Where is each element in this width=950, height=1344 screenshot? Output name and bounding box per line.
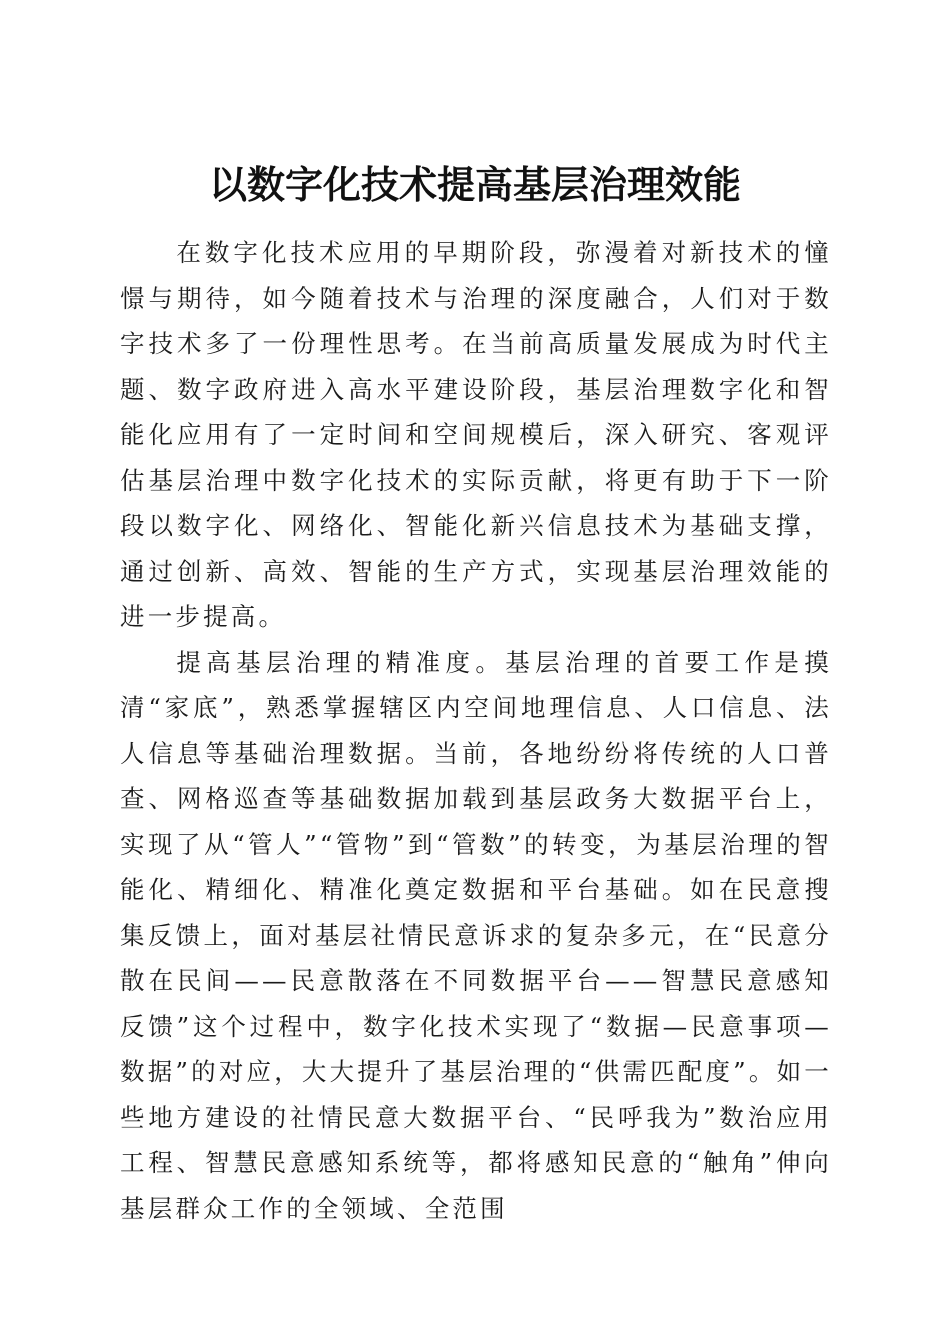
paragraph-precision: 提高基层治理的精准度。基层治理的首要工作是摸清“家底”，熟悉掌握辖区内空间地理信息、人口信息、法人信息等基础治理数据。当前，各地纷纷将传统的人口普查、网格巡查等基础数据加载到基层政务大数据平台上，实现了从“管人”“管物”到“管数”的转变，为基层治理的智能化、精细化、精准化奠定数据和平台基础。如在民意搜集反馈上，面对基层社情民意诉求的复杂多元，在“民意分散在民间——民意散落在不同数据平台——智慧民意感知反馈”这个过程中，数字化技术实现了“数据—民意事项—数据”的对应，大大提升了基层治理的“供需匹配度”。如一些地方建设的社情民意大数据平台、“民呼我为”数治应用工程、智慧民意感知系统等，都将感知民意的“触角”伸向基层群众工作的全领域、全范围 <box>120 647 832 1223</box>
article-body <box>120 230 832 1231</box>
page-title: 以数字化技术提高基层治理效能 <box>208 162 741 208</box>
paragraph-intro: 在数字化技术应用的早期阶段，弥漫着对新技术的憧憬与期待，如今随着技术与治理的深度融合，人们对于数字技术多了一份理性思考。在当前高质量发展成为时代主题、数字政府进入高水平建设阶段，基层治理数字化和智能化应用有了一定时间和空间规模后，深入研究、客观评估基层治理中数字化技术的实际贡献，将更有助于下一阶段以数字化、网络化、智能化新兴信息技术为基础支撑，通过创新、高效、智能的生产方式，实现基层治理效能的进一步提高。 <box>120 238 832 631</box>
